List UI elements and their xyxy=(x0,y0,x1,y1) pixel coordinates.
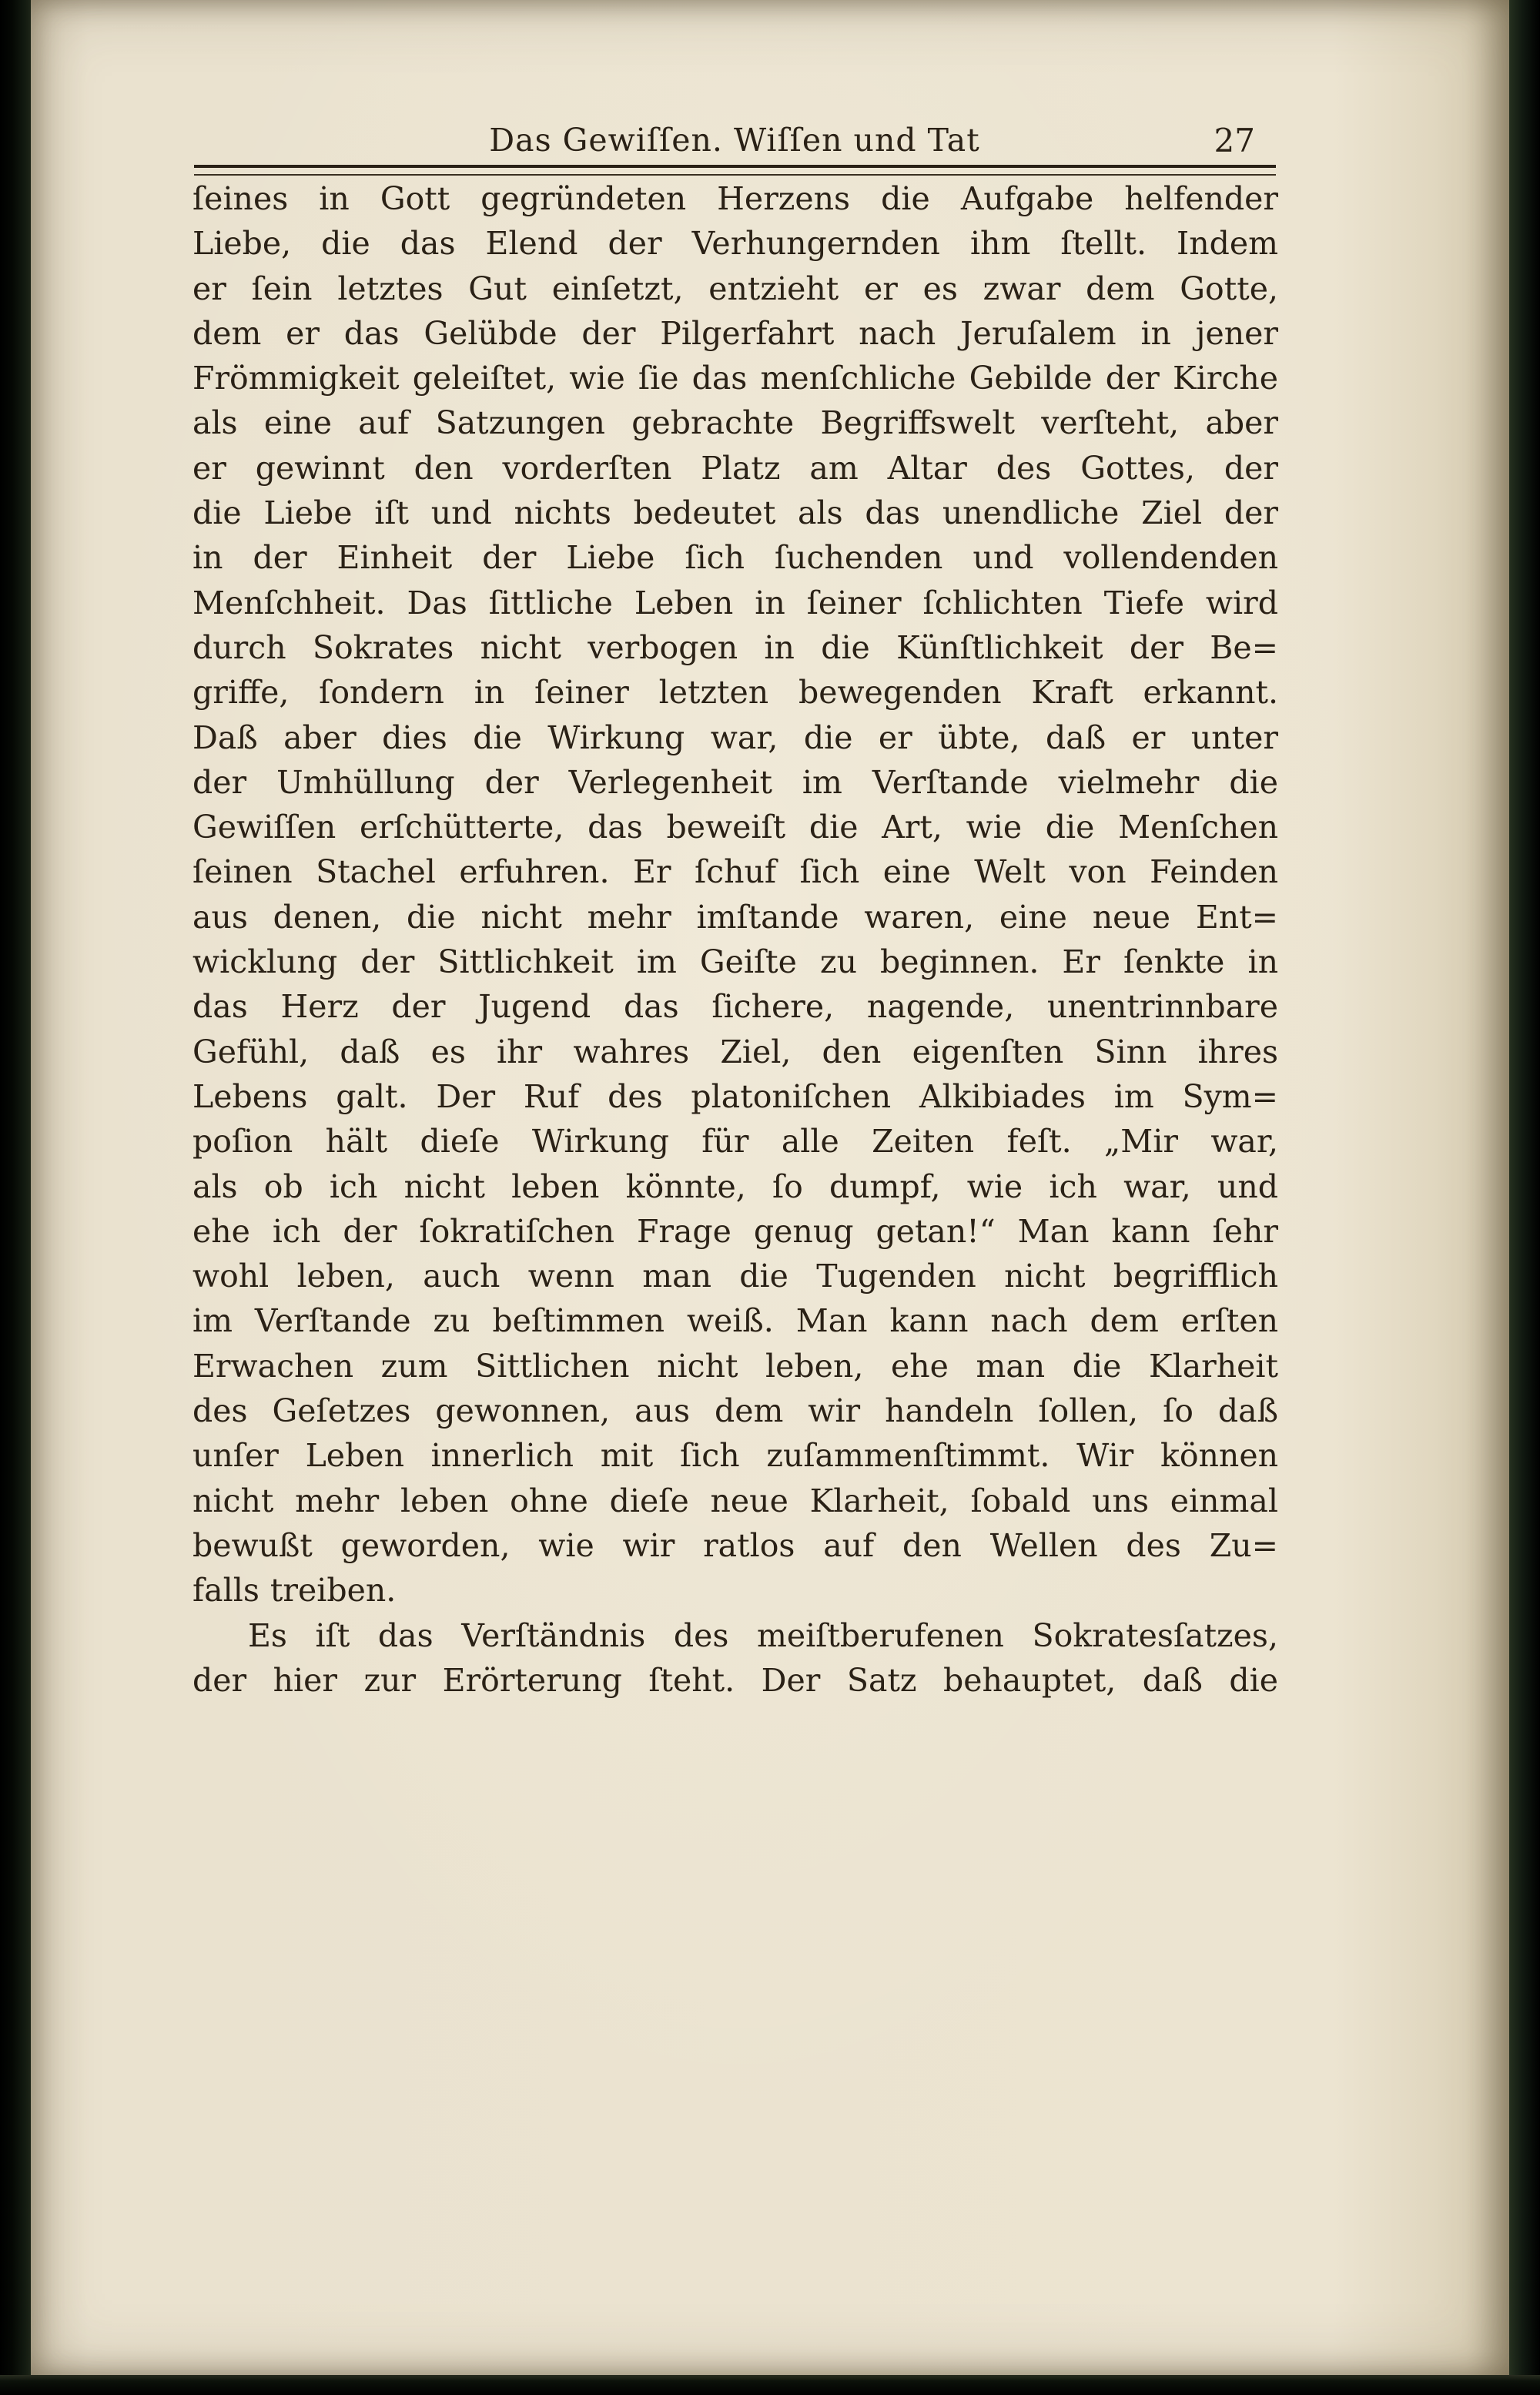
text-line: der Umhüllung der Verlegenheit im Verſtande vielmehr die xyxy=(192,763,1278,801)
text-line: Erwachen zum Sittlichen nicht leben, ehe man die Klarheit xyxy=(192,1347,1278,1385)
text-line: griffe, ſondern in ſeiner letzten bewegenden Kraft erkannt. xyxy=(192,674,1278,712)
text-line: im Verſtande zu beſtimmen weiß. Man kann nach dem erſten xyxy=(192,1302,1278,1340)
text-line: er ſein letztes Gut einſetzt, entzieht er es zwar dem Gotte, xyxy=(192,270,1278,307)
header-double-rule xyxy=(194,165,1276,176)
text-line: als ob ich nicht leben könnte, ſo dumpf, wie ich war, und xyxy=(192,1167,1278,1205)
text-line: Gewiſſen erſchütterte, das beweiſt die Art, wie die Menſchen xyxy=(192,809,1278,846)
text-line: in der Einheit der Liebe ſich ſuchenden und vollendenden xyxy=(192,539,1278,577)
body-text xyxy=(192,176,1278,1703)
page-edge-right xyxy=(1509,0,1540,2395)
text-line: Daß aber dies die Wirkung war, die er übte, daß er unter xyxy=(192,718,1278,756)
text-line: Liebe, die das Elend der Verhungernden ihm ſtellt. Indem xyxy=(192,225,1278,263)
text-line: als eine auf Satzungen gebrachte Begriffswelt verſteht, aber xyxy=(192,404,1278,442)
text-line: unſer Leben innerlich mit ſich zuſammenſtimmt. Wir können xyxy=(192,1437,1278,1475)
running-header xyxy=(192,122,1277,163)
paragraph xyxy=(192,176,1278,1613)
text-line: des Geſetzes gewonnen, aus dem wir handeln ſollen, ſo daß xyxy=(192,1392,1278,1430)
text-line: Es iſt das Verſtändnis des meiſtberufenen Sokratesſatzes, xyxy=(248,1616,1278,1654)
text-line: bewußt geworden, wie wir ratlos auf den Wellen des Zu= xyxy=(192,1526,1278,1564)
text-line: wohl leben, auch wenn man die Tugenden nicht begrifflich xyxy=(192,1258,1278,1295)
text-line: falls treiben. xyxy=(192,1572,397,1610)
text-line: dem er das Gelübde der Pilgerfahrt nach Jeruſalem in jener xyxy=(192,314,1278,352)
running-header-title: Das Gewiſſen. Wiſſen und Tat xyxy=(489,122,980,159)
text-line: ſeinen Stachel erfuhren. Er ſchuf ſich eine Welt von Feinden xyxy=(192,853,1278,891)
page-number: 27 xyxy=(1214,122,1255,159)
text-line: poſion hält dieſe Wirkung für alle Zeiten feſt. „Mir war, xyxy=(192,1123,1278,1161)
text-line: Gefühl, daß es ihr wahres Ziel, den eigenſten Sinn ihres xyxy=(192,1033,1278,1070)
text-line: nicht mehr leben ohne dieſe neue Klarheit, ſobald uns einmal xyxy=(192,1482,1278,1519)
page-edge-bottom xyxy=(0,2375,1540,2395)
text-line: er gewinnt den vorderſten Platz am Altar des Gottes, der xyxy=(192,449,1278,487)
text-line: der hier zur Erörterung ſteht. Der Satz behauptet, daß die xyxy=(192,1661,1278,1699)
text-line: Menſchheit. Das ſittliche Leben in ſeiner ſchlichten Tiefe wird xyxy=(192,584,1278,621)
text-line: Lebens galt. Der Ruf des platoniſchen Alkibiades im Sym= xyxy=(192,1077,1278,1115)
text-line: ehe ich der ſokratiſchen Frage genug getan!“ Man kann ſehr xyxy=(192,1212,1278,1250)
text-line: aus denen, die nicht mehr imſtande waren, eine neue Ent= xyxy=(192,898,1278,936)
paragraph xyxy=(192,1613,1278,1703)
text-line: das Herz der Jugend das ſichere, nagende, unentrinnbare xyxy=(192,988,1278,1026)
binding-edge-left xyxy=(0,0,31,2395)
text-line: durch Sokrates nicht verbogen in die Künſtlichkeit der Be= xyxy=(192,628,1278,666)
text-line: wicklung der Sittlichkeit im Geiſte zu beginnen. Er ſenkte in xyxy=(192,943,1278,981)
text-line: Frömmigkeit geleiſtet, wie ſie das menſchliche Gebilde der Kirche xyxy=(192,360,1278,397)
text-line: ſeines in Gott gegründeten Herzens die Aufgabe helfender xyxy=(192,180,1278,217)
text-line: die Liebe iſt und nichts bedeutet als das unendliche Ziel der xyxy=(192,494,1278,532)
